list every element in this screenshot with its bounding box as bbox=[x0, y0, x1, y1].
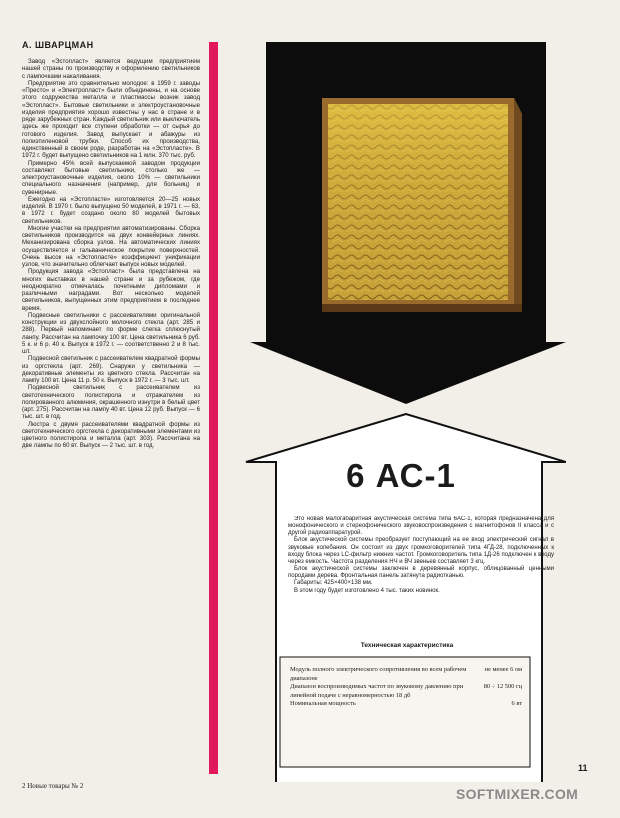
description-paragraph: Блок акустической системы заключен в деревянный корпус, облицованный ценными породами дерева. Фронтальная панель затянута радиотканью. bbox=[288, 566, 554, 580]
description-paragraph: Это новая малогабаритная акустическая система типа 6АС-1, которая предназначена для монофонического и стереофонического звуковоспроизведения с магнитофонов II класса и с другой радиоаппаратурой. bbox=[288, 516, 554, 537]
spec-value: не менее 6 ом bbox=[484, 666, 522, 673]
spec-row bbox=[290, 683, 522, 700]
product-description bbox=[288, 516, 554, 676]
product-figure bbox=[236, 42, 566, 782]
specs-title: Техническая характеристика bbox=[360, 642, 454, 649]
spec-row bbox=[290, 700, 522, 709]
model-title: 6 АС-1 bbox=[346, 457, 456, 494]
spec-value: 6 вт bbox=[511, 700, 522, 708]
description-paragraph: Блок акустической системы преобразует поступающий на ее вход электрический сигнал в звуковые колебания. Он состоит из двух громкоговорителей типа 4ГД-28, подключенных к входу блока через LC-фильтр нижних частот. Громкоговоритель типа 1Д-26 подключен к входу через емкость. Частота разделения НЧ и ВЧ звеньев составляет 3 кгц. bbox=[288, 537, 554, 565]
description-paragraph: Габариты: 425×400×138 мм. bbox=[294, 580, 373, 587]
article-paragraph: Подвесной светильник с рассеивателем квадратной формы из оргстекла (арт. 269). Снаружи у светильника — декоративные элементы из цветного стекла. Рассчитан на лампу 100 вт. Цена 11 р. 50 к. Выпуск в 1972 г. — 3 тыс. шт. bbox=[22, 355, 200, 384]
author-name: А. ШВАРЦМАН bbox=[22, 40, 94, 50]
spec-label: Модуль полного электрического сопротивления во всем рабочем диапазоне bbox=[290, 666, 467, 682]
spec-label: Диапазон воспроизводимых частот по звуковому давлению при линейной подаче с неравномерностью 18 дб bbox=[290, 683, 464, 699]
article-paragraph: Ежегодно на «Эстопласте» изготовляется 20—25 новых изделий. В 1970 г. было выпущено 50 моделей, в 1971 г. — 63, в 1972 г. будет создано около 80 моделей бытовых светильников. bbox=[22, 195, 200, 225]
specs-list bbox=[290, 666, 522, 709]
article-body bbox=[22, 58, 200, 748]
article-paragraph: Люстра с двумя рассеивателями квадратной формы из светотехнического оргстекла с декоративными элементами из цветного полистирола и металла (арт. 303). Рассчитана на две лампы по 60 вт. Выпуск — 2 тыс. шт. в год. bbox=[22, 420, 200, 450]
article-paragraph: Подвесные светильники с рассеивателями оригинальной конструкции из двухслойного молочного стекла (арт. 285 и 288). Первый напоминает по форме слегка сплюснутый ланпу. Рассчитан на лампочку 100 вт. Цена светильника 6 руб. 5 к. и 6 р. 40 к. Выпуск в 1972 г. — соответственно 2 и 8 тыс. шт. bbox=[22, 311, 200, 355]
page-number: 11 bbox=[578, 763, 588, 773]
description-paragraph: В этом году будет изготовлено 4 тыс. таких новинок. bbox=[294, 587, 440, 594]
article-paragraph: Продукция завода «Эстопласт» была представлена на многих выставках в нашей стране и за рубежом, где неоднократно отмечалась почетными дипломами и различными наградами. Вот несколько моделей светильников, выпущенных этим предприятием в последнее время. bbox=[22, 268, 200, 312]
speaker-cabinet-image bbox=[322, 98, 522, 312]
accent-bar bbox=[209, 42, 218, 774]
article-paragraph: Подвесной светильник с рассеивателем из светотехнического полистирола и отражателем из полированного алюминия, окрашенного изнутри в белый цвет (арт. 275). Рассчитан на лампу 40 вт. Цена 12 руб. Выпуск — 6 тыс. шт. в год. bbox=[22, 384, 200, 421]
page-footer: 2 Новые товары № 2 bbox=[22, 782, 84, 790]
article-paragraph: Предприятие это сравнительно молодое: в 1959 г. заводы «Престо» и «Электропласт» были объединены, и на основе этого содружества металла и пластмассы возник завод «Эстопласт». Бытовые светильники и электроустановочные изделия предприятия хорошо известны у нас в стране и в ряде зарубежных стран. Каждый светильник или выключатель здесь же проходит все ступени обработки — от сырья до готового изделия. Завод выпускает и абажуры из полиэтиленовой трубки. Способ их производства, единственный в своем роде, разработан на «Эстопласте». В 1972 г. будет выпущено светильников на 1 млн. 370 тыс. руб. bbox=[22, 79, 200, 160]
article-paragraph: Примерно 45% всей выпускаемой заводом продукции составляют бытовые светильники, столько же — электроустановочные изделия, около 10% — светильники специального назначения (например, для больниц) и сувенирные. bbox=[22, 159, 200, 196]
spec-value: 80 ÷ 12 500 гц bbox=[483, 683, 522, 691]
spec-row bbox=[290, 666, 522, 683]
article-paragraph: Завод «Эстопласт» является ведущим предприятием нашей страны по производству и оформлению светильников с лампочками накаливания. bbox=[22, 58, 200, 80]
spec-label: Номинальная мощность bbox=[290, 700, 356, 708]
article-paragraph: Многие участки на предприятии автоматизированы. Сборка светильников производится на двух конвейерных линиях. Механизирована сборка узлов. На автоматических линиях осуществляется и гальваническое покрытие поверхностей. Очень высок на «Эстопласте» коэффициент унификации узлов, что значительно облегчает выпуск новых моделей. bbox=[22, 224, 200, 268]
watermark: SOFTMIXER.COM bbox=[456, 786, 579, 802]
